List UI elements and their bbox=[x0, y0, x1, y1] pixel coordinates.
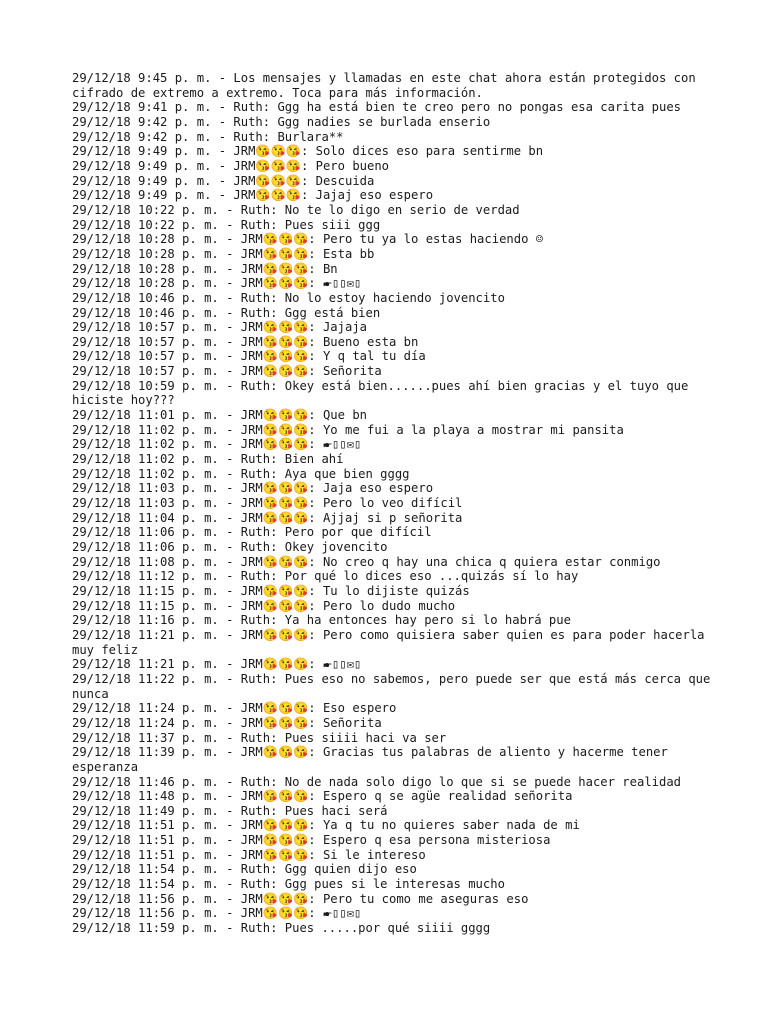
chat-message-line: 29/12/18 11:02 p. m. - JRM😘😘😘: Yo me fui a la playa a mostrar mi pansita bbox=[72, 422, 624, 437]
chat-message-line: 29/12/18 9:41 p. m. - Ruth: Ggg ha está bien te creo pero no pongas esa carita pues bbox=[72, 100, 682, 115]
chat-message-line: 29/12/18 11:02 p. m. - Ruth: Aya que bien gggg bbox=[72, 466, 410, 481]
chat-message-line: 29/12/18 10:46 p. m. - Ruth: Ggg está bien bbox=[72, 305, 381, 320]
chat-message-line: 29/12/18 11:06 p. m. - Ruth: Pero por que difícil bbox=[72, 525, 432, 540]
chat-message-line: 29/12/18 11:51 p. m. - JRM😘😘😘: Si le intereso bbox=[72, 847, 426, 862]
chat-message-line: 29/12/18 11:06 p. m. - Ruth: Okey jovencito bbox=[72, 540, 388, 554]
chat-message-line: 29/12/18 10:57 p. m. - JRM😘😘😘: Jajaja bbox=[72, 320, 367, 335]
chat-message-line: 29/12/18 10:57 p. m. - JRM😘😘😘: Y q tal tu día bbox=[72, 349, 426, 364]
chat-message-line: 29/12/18 11:22 p. m. - Ruth: Pues eso no sabemos, pero puede ser que está más cerca que nunca bbox=[72, 671, 718, 701]
chat-message-line: 29/12/18 11:54 p. m. - Ruth: Ggg pues si le interesas mucho bbox=[72, 877, 505, 892]
chat-message-line: 29/12/18 10:57 p. m. - JRM😘😘😘: Señorita bbox=[72, 364, 382, 379]
chat-message-line: 29/12/18 11:21 p. m. - JRM😘😘😘: 🖝▯▯✉▯ bbox=[72, 657, 362, 672]
chat-message-line: 29/12/18 11:12 p. m. - Ruth: Por qué lo dices eso ...quizás sí lo hay bbox=[72, 569, 579, 584]
chat-message-line: 29/12/18 11:02 p. m. - JRM😘😘😘: 🖝▯▯✉▯ bbox=[72, 437, 362, 452]
chat-message-line: 29/12/18 9:42 p. m. - Ruth: Burlara** bbox=[72, 129, 344, 144]
chat-message-line: 29/12/18 9:45 p. m. - Los mensajes y llamadas en este chat ahora están protegidos con cifrado de extremo a extremo. Toca para más información. bbox=[72, 71, 704, 100]
chat-message-line: 29/12/18 10:57 p. m. - JRM😘😘😘: Bueno esta bn bbox=[72, 334, 419, 349]
chat-message-line: 29/12/18 9:49 p. m. - JRM😘😘😘: Solo dices eso para sentirme bn bbox=[72, 144, 544, 159]
chat-message-line: 29/12/18 11:01 p. m. - JRM😘😘😘: Que bn bbox=[72, 408, 367, 423]
chat-message-line: 29/12/18 10:28 p. m. - JRM😘😘😘: Esta bb bbox=[72, 246, 375, 261]
chat-message-line: 29/12/18 9:42 p. m. - Ruth: Ggg nadies se burlada enserio bbox=[72, 114, 491, 129]
chat-message-line: 29/12/18 11:15 p. m. - JRM😘😘😘: Pero lo dudo mucho bbox=[72, 598, 456, 613]
chat-message-line: 29/12/18 11:02 p. m. - Ruth: Bien ahí bbox=[72, 452, 344, 467]
chat-message-line: 29/12/18 10:28 p. m. - JRM😘😘😘: 🖝▯▯✉▯ bbox=[72, 276, 362, 291]
chat-transcript bbox=[72, 71, 718, 936]
chat-message-line: 29/12/18 11:21 p. m. - JRM😘😘😘: Pero como quisiera saber quien es para poder hacerla muy feliz bbox=[72, 627, 712, 657]
chat-message-line: 29/12/18 10:46 p. m. - Ruth: No lo estoy haciendo jovencito bbox=[72, 290, 505, 305]
chat-message-line: 29/12/18 11:03 p. m. - JRM😘😘😘: Pero lo veo difícil bbox=[72, 496, 463, 511]
chat-message-line: 29/12/18 10:28 p. m. - JRM😘😘😘: Bn bbox=[72, 261, 338, 276]
chat-message-line: 29/12/18 11:51 p. m. - JRM😘😘😘: Ya q tu no quieres saber nada de mi bbox=[72, 818, 580, 833]
chat-message-line: 29/12/18 11:48 p. m. - JRM😘😘😘: Espero q se agüe realidad señorita bbox=[72, 789, 573, 804]
chat-message-line: 29/12/18 10:22 p. m. - Ruth: No te lo digo en serio de verdad bbox=[72, 202, 520, 217]
chat-message-line: 29/12/18 9:49 p. m. - JRM😘😘😘: Jajaj eso espero bbox=[72, 188, 434, 203]
chat-message-line: 29/12/18 11:59 p. m. - Ruth: Pues .....por qué siiii gggg bbox=[72, 921, 491, 936]
chat-message-line: 29/12/18 11:46 p. m. - Ruth: No de nada solo digo lo que si se puede hacer realidad bbox=[72, 774, 682, 789]
chat-message-line: 29/12/18 11:16 p. m. - Ruth: Ya ha entonces hay pero si lo habrá pue bbox=[72, 613, 571, 628]
chat-message-line: 29/12/18 11:08 p. m. - JRM😘😘😘: No creo q hay una chica q quiera estar conmigo bbox=[72, 554, 661, 569]
chat-message-line: 29/12/18 10:59 p. m. - Ruth: Okey está bien......pues ahí bien gracias y el tuyo que hiciste hoy??? bbox=[72, 378, 696, 408]
chat-message-line: 29/12/18 11:04 p. m. - JRM😘😘😘: Ajjaj si p señorita bbox=[72, 510, 463, 525]
chat-message-line: 29/12/18 11:54 p. m. - Ruth: Ggg quien dijo eso bbox=[72, 862, 417, 877]
chat-message-line: 29/12/18 11:56 p. m. - JRM😘😘😘: 🖝▯▯✉▯ bbox=[72, 906, 362, 921]
chat-message-line: 29/12/18 11:49 p. m. - Ruth: Pues haci será bbox=[72, 803, 388, 818]
chat-message-line: 29/12/18 9:49 p. m. - JRM😘😘😘: Pero bueno bbox=[72, 158, 390, 173]
chat-message-line: 29/12/18 10:22 p. m. - Ruth: Pues siii ggg bbox=[72, 217, 381, 232]
chat-message-line: 29/12/18 9:49 p. m. - JRM😘😘😘: Descuida bbox=[72, 173, 375, 188]
chat-message-line: 29/12/18 11:15 p. m. - JRM😘😘😘: Tu lo dijiste quizás bbox=[72, 583, 470, 598]
chat-message-line: 29/12/18 11:56 p. m. - JRM😘😘😘: Pero tu como me aseguras eso bbox=[72, 891, 529, 906]
chat-message-line: 29/12/18 11:24 p. m. - JRM😘😘😘: Señorita bbox=[72, 715, 382, 730]
chat-message-line: 29/12/18 11:24 p. m. - JRM😘😘😘: Eso espero bbox=[72, 701, 397, 716]
chat-message-line: 29/12/18 11:39 p. m. - JRM😘😘😘: Gracias tus palabras de aliento y hacerme tener esperanza bbox=[72, 745, 676, 774]
chat-message-line: 29/12/18 11:37 p. m. - Ruth: Pues siiii haci va ser bbox=[72, 730, 447, 745]
chat-message-line: 29/12/18 10:28 p. m. - JRM😘😘😘: Pero tu ya lo estas haciendo ☺ bbox=[72, 232, 544, 247]
chat-message-line: 29/12/18 11:03 p. m. - JRM😘😘😘: Jaja eso espero bbox=[72, 481, 434, 496]
chat-message-line: 29/12/18 11:51 p. m. - JRM😘😘😘: Espero q esa persona misteriosa bbox=[72, 833, 551, 848]
